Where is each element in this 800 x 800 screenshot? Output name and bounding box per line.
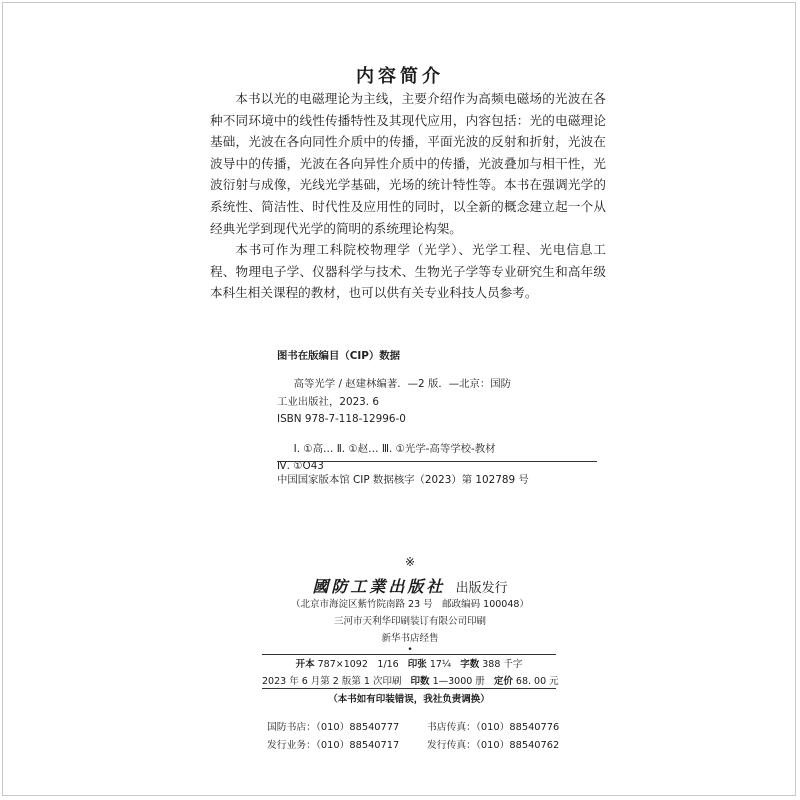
summary-section — [210, 88, 606, 304]
publisher-line — [247, 574, 573, 597]
copies-value: 1—3000 册 — [432, 676, 485, 687]
printer: 三河市天利华印刷装订有限公司印刷 — [333, 616, 486, 627]
format-label: 开本 — [295, 659, 315, 670]
book-specs — [262, 656, 556, 670]
sales-label: 发行业务： — [267, 740, 316, 751]
words-label: 字数 — [460, 659, 480, 670]
summary-title: 内容简介 — [356, 66, 444, 87]
publisher-address: （北京市海淀区紫竹院南路 23 号 邮政编码 100048） — [291, 599, 529, 610]
contact-block — [267, 717, 587, 753]
sales-phone-value: （010）88540717 — [315, 740, 400, 751]
price-label: 定价 — [493, 676, 513, 687]
cip-divider — [277, 461, 597, 462]
bookstore-label: 国防书店： — [267, 722, 316, 733]
copies-label: 印数 — [410, 676, 430, 687]
cip-classification: Ⅰ. ①高… Ⅱ. ①赵… Ⅲ. ①光学-高等学校-教材 — [293, 442, 496, 455]
spec-divider-bottom — [262, 688, 556, 689]
contact-row — [267, 735, 587, 753]
sales-phone — [267, 737, 427, 751]
cip-classification: Ⅳ. ①O43 — [277, 460, 324, 472]
format-value: 787×1092 1/16 — [317, 659, 399, 670]
words-value: 388 千字 — [482, 659, 523, 670]
bookstore-fax — [427, 719, 587, 733]
bullet-mark: • — [407, 645, 413, 655]
contact-row — [267, 717, 587, 735]
cip-section — [277, 347, 597, 476]
distributor: 新华书店经售 — [381, 633, 439, 644]
edition-info: 2023 年 6 月第 2 版第 1 次印刷 — [262, 676, 402, 687]
sales-fax-value: （010）88540762 — [475, 740, 560, 751]
cip-isbn: ISBN 978-7-118-12996-0 — [277, 413, 406, 425]
sales-fax — [427, 737, 587, 751]
defect-notice: （本书如有印装错误，我社负责调换） — [328, 694, 490, 705]
summary-paragraph: 本书以光的电磁理论为主线，主要介绍作为高频电磁场的光波在各种不同环境中的线性传播特性及其现代应用，内容包括：光的电磁理论基础，光波在各向同性介质中的传播，平面光波的反射和折射，光波在波导中的传播，光波在各向异性介质中的传播，光波叠加与相干性，光波衍射与成像，光线光学基础，光场的统计特性等。本书在强调光学的系统性、简洁性、时代性及应用性的同时，以全新的概念建立起一个从经典光学到现代光学的简明的系统理论构架。 — [210, 91, 606, 236]
bookstore-phone-value: （010）88540777 — [315, 722, 400, 733]
print-run — [262, 673, 559, 687]
bookstore-fax-value: （010）88540776 — [475, 722, 560, 733]
cip-line: 高等光学 / 赵建林编著．—2 版．—北京：国防 — [293, 378, 512, 390]
sheets-value: 17¼ — [429, 659, 452, 670]
summary-paragraph: 本书可作为理工科院校物理学（光学）、光学工程、光电信息工程、物理电子学、仪器科学与技术、生物光子学等专业研究生和高年级本科生相关课程的教材，也可以供有关专业科技人员参考。 — [210, 242, 606, 301]
bookstore-phone — [267, 719, 427, 733]
bookstore-fax-label: 书店传真： — [427, 722, 476, 733]
cip-heading: 图书在版编目（CIP）数据 — [277, 350, 401, 362]
publisher-suffix: 出版发行 — [455, 581, 508, 596]
cip-line: 工业出版社，2023. 6 — [277, 395, 380, 408]
sales-fax-label: 发行传真： — [427, 740, 476, 751]
cip-record-number: 中国国家版本馆 CIP 数据核字（2023）第 102789 号 — [277, 474, 529, 486]
spec-divider-top — [262, 654, 556, 655]
sheets-label: 印张 — [407, 659, 427, 670]
asterisk-mark: ※ — [404, 555, 416, 569]
publisher-logo: 國防工業出版社 — [312, 577, 446, 596]
price-value: 68. 00 元 — [515, 676, 559, 687]
